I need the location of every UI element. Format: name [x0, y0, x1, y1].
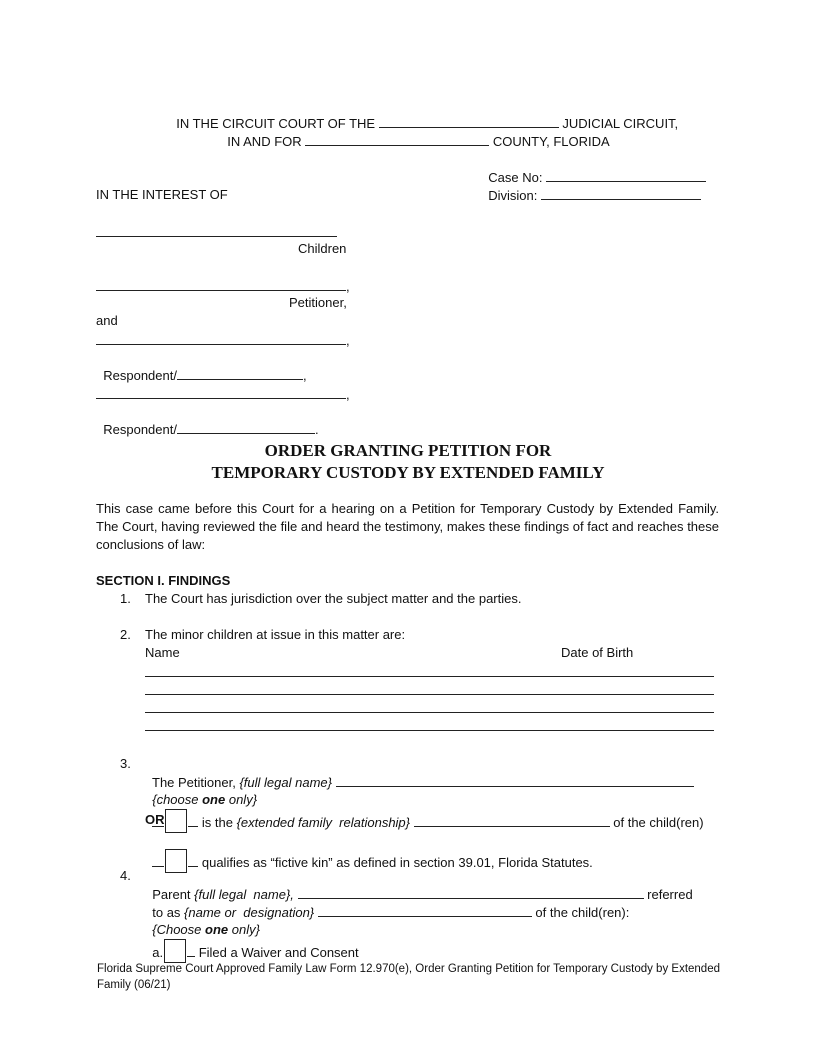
comma: , — [346, 387, 350, 402]
child-entry-line[interactable] — [145, 694, 714, 695]
respondent2-name-line[interactable] — [96, 398, 346, 399]
name-column-header: Name — [145, 645, 180, 660]
respondent1-name-line[interactable] — [96, 344, 346, 345]
item1-number: 1. — [120, 591, 131, 606]
blank-line — [188, 853, 198, 867]
division-row: Division: — [481, 168, 701, 205]
item3-number: 3. — [120, 756, 131, 771]
children-name-line[interactable] — [96, 236, 337, 237]
or-label: OR — [145, 812, 165, 827]
section1-heading: SECTION I. FINDINGS — [96, 573, 231, 588]
petitioner-full-name-field[interactable] — [336, 773, 694, 787]
blank-line — [152, 853, 164, 867]
option-extended-family: is the {extended family relationship} of the child(ren) — [145, 791, 704, 833]
waiver-checkbox[interactable] — [164, 939, 186, 963]
item1-text: The Court has jurisdiction over the subject matter and the parties. — [145, 591, 522, 606]
child-entry-line[interactable] — [145, 676, 714, 677]
respondent1-role-field[interactable] — [177, 366, 303, 380]
item4-parent-row: Parent {full legal name}, referred — [152, 887, 693, 902]
parent-designation-field[interactable] — [318, 903, 532, 917]
county-field[interactable] — [305, 132, 489, 146]
choose-one-note: {Choose one only} — [152, 922, 260, 937]
case-number-row: Case No: — [481, 150, 706, 187]
option-waiver: a. Filed a Waiver and Consent — [145, 921, 359, 963]
division-field[interactable] — [541, 186, 701, 200]
relationship-field[interactable] — [414, 813, 610, 827]
item2-text: The minor children at issue in this matter are: — [145, 627, 406, 642]
interest-of-label: IN THE INTEREST OF — [96, 187, 228, 202]
dob-column-header: Date of Birth — [561, 645, 634, 660]
respondent2-role-field[interactable] — [177, 420, 315, 434]
form-footer: Florida Supreme Court Approved Family Law Form 12.970(e), Order Granting Petition for Temporary Custody by Extended Family (06/21) — [97, 963, 720, 991]
item2-number: 2. — [120, 627, 131, 642]
order-title-line1: ORDER GRANTING PETITION FOR — [264, 441, 552, 460]
item4-number: 4. — [120, 868, 131, 883]
petitioner-name-line[interactable] — [96, 290, 346, 291]
item3-petitioner-row: The Petitioner, {full legal name} — [145, 755, 694, 792]
child-entry-line[interactable] — [145, 730, 714, 731]
comma: , — [346, 279, 350, 294]
children-label: Children — [298, 241, 347, 256]
choose-one-note: {choose one only} — [152, 792, 258, 807]
respondent2-row: Respondent/ . — [103, 422, 319, 437]
order-title-line2: TEMPORARY CUSTODY BY EXTENDED FAMILY — [211, 463, 605, 482]
child-entry-line[interactable] — [145, 712, 714, 713]
intro-paragraph: This case came before this Court for a hearing on a Petition for Temporary Custody by Extended Family. The Court, having reviewed the file and heard the testimony, makes these findings of fact and reaches these conclusions of law: — [96, 501, 719, 552]
extended-family-checkbox[interactable] — [165, 809, 187, 833]
court-header-line1: IN THE CIRCUIT COURT OF THE JUDICIAL CIRCUIT, — [176, 116, 679, 131]
blank-line — [188, 813, 198, 827]
petitioner-label: Petitioner, — [289, 295, 347, 310]
blank-line — [187, 943, 195, 957]
respondent1-row: Respondent/ , — [103, 368, 307, 383]
option-fictive-kin: qualifies as “fictive kin” as defined in section 39.01, Florida Statutes. — [145, 831, 593, 873]
and-label: and — [96, 313, 118, 328]
item4-designation-row: to as {name or designation} of the child(ren): — [152, 905, 630, 920]
comma: , — [346, 333, 350, 348]
court-header-line2: IN AND FOR COUNTY, FLORIDA — [227, 134, 610, 149]
